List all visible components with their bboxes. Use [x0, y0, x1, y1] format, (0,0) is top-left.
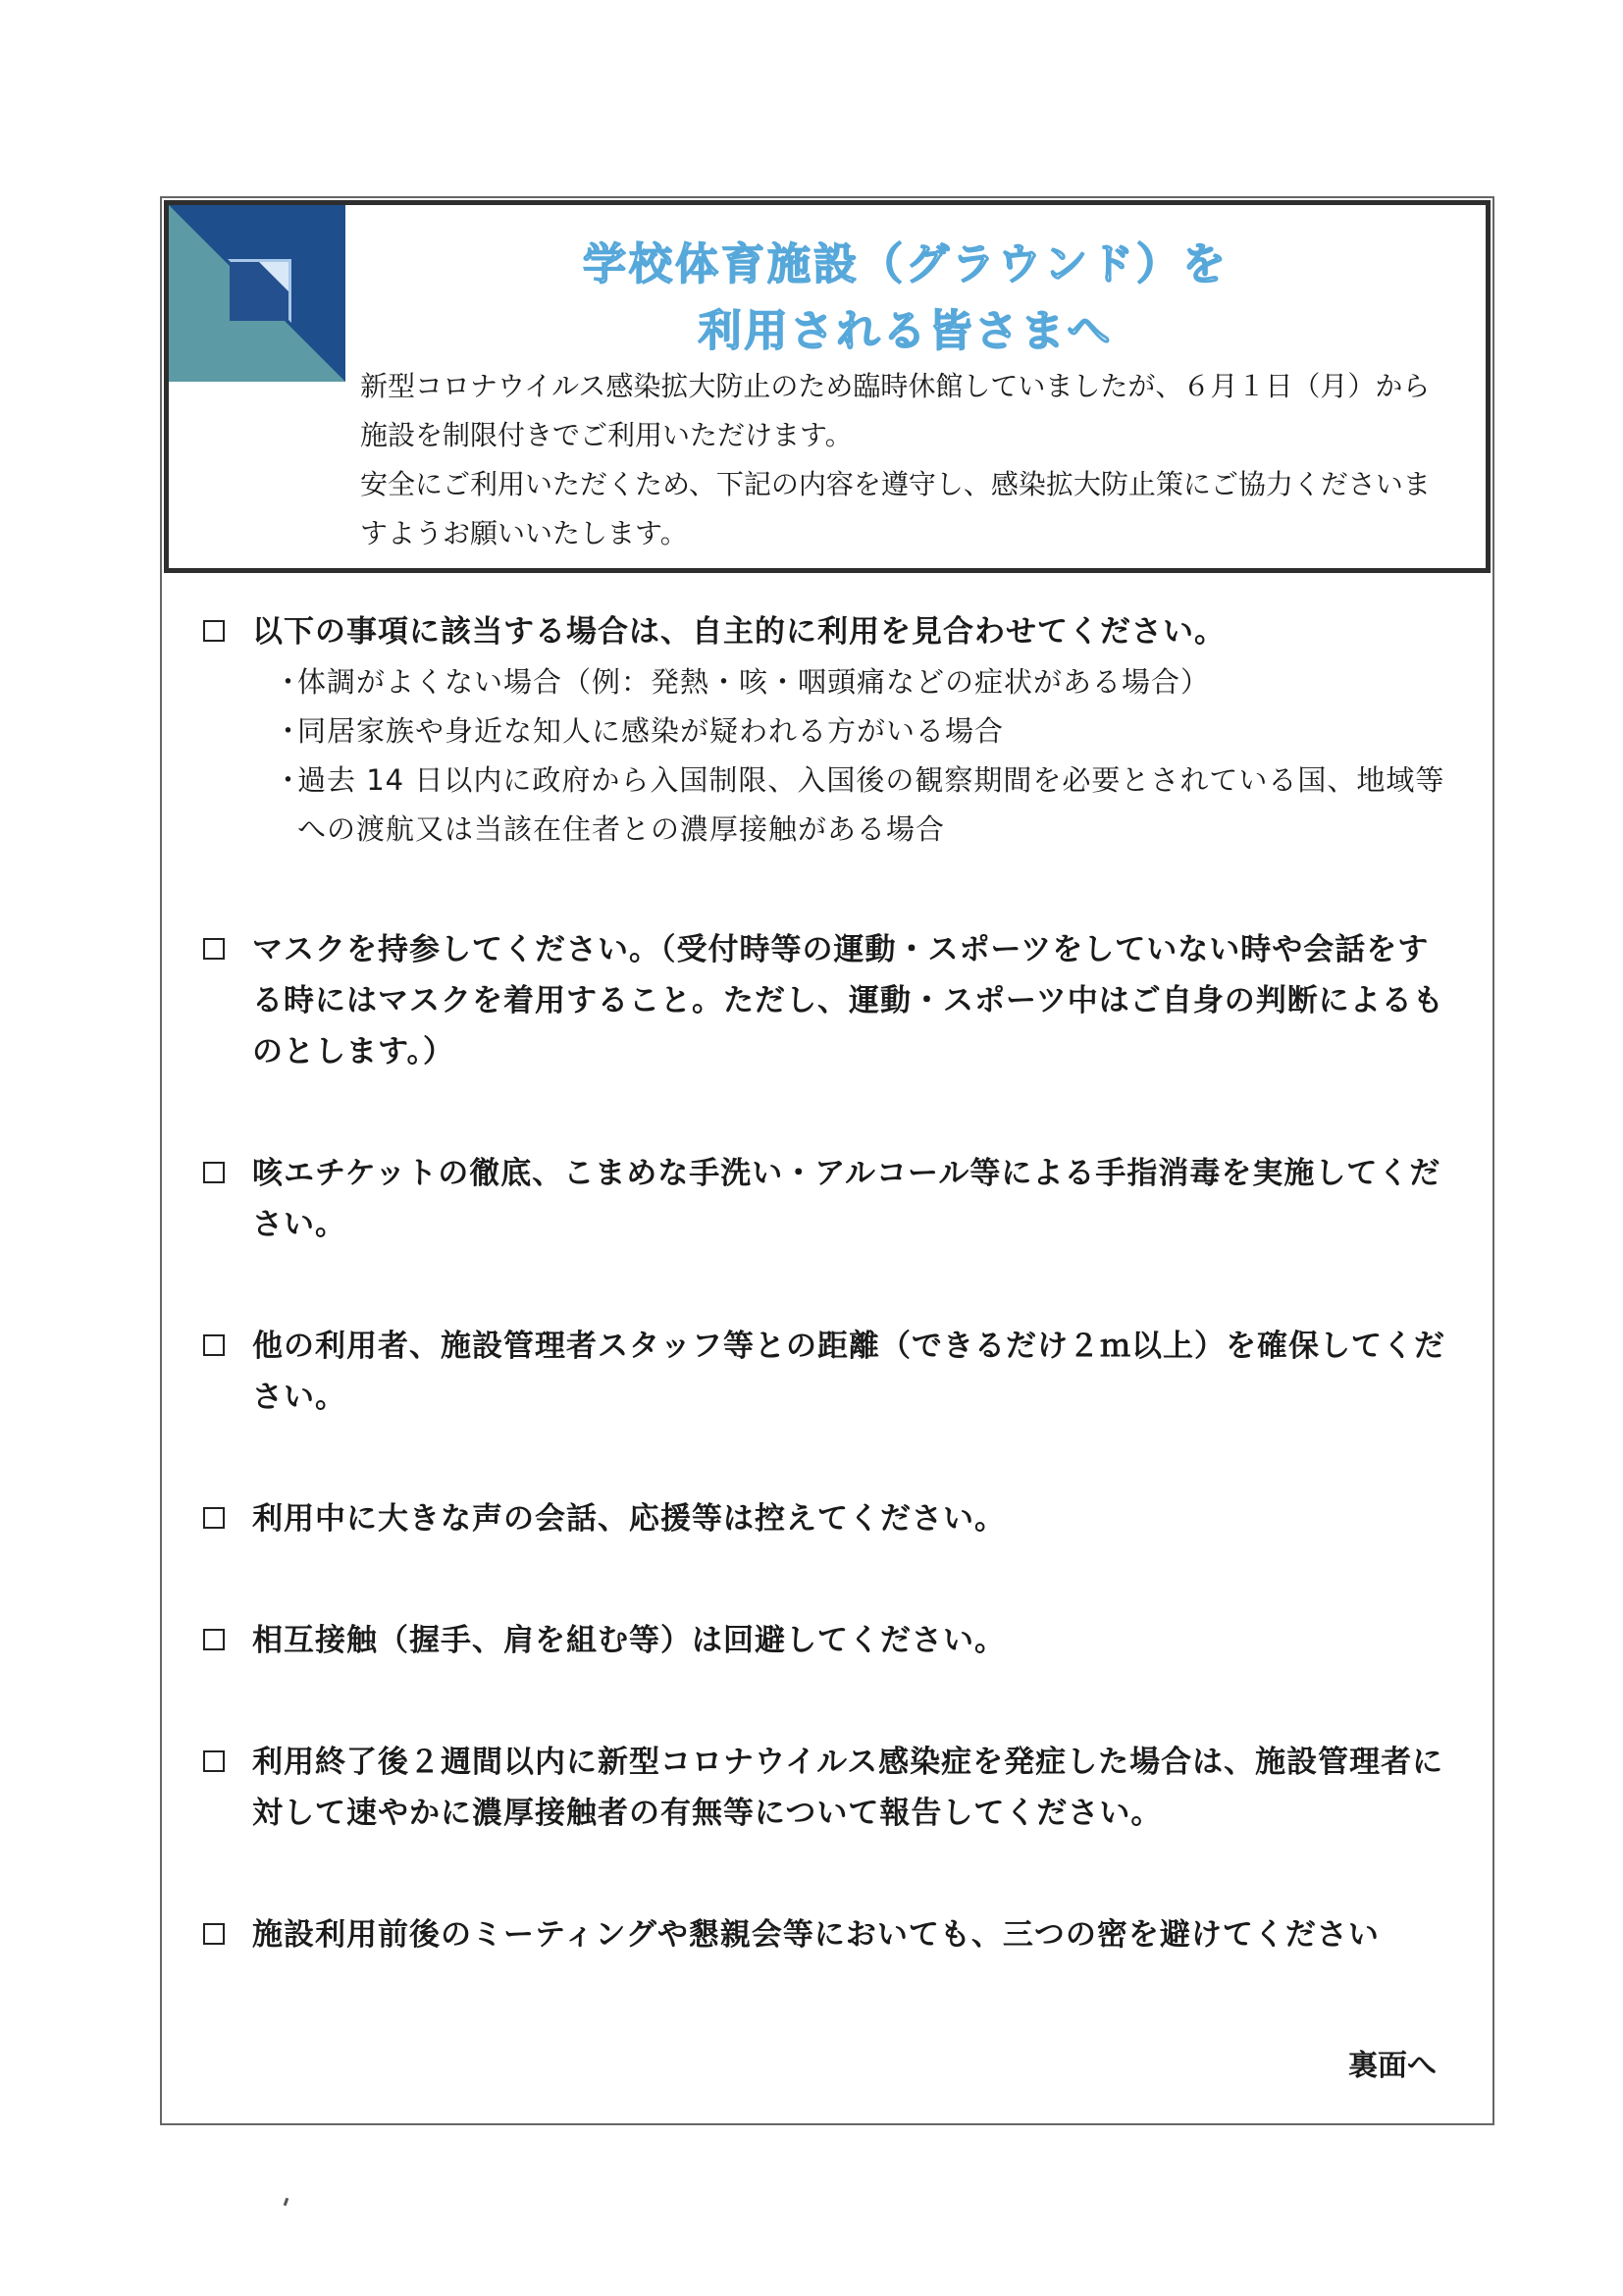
checklist-item-8 — [201, 1909, 1447, 1960]
checkbox-icon — [203, 938, 225, 960]
checkbox-icon — [203, 1334, 225, 1356]
checklist-item-text: マスクを持参してください。（受付時等の運動・スポーツをしていない時や会話をする時にはマスクを着用すること。ただし、運動・スポーツ中はご自身の判断によるものとします。） — [252, 932, 1444, 1070]
bullet-icon: ・ — [274, 665, 304, 699]
checkbox-icon — [203, 1750, 225, 1772]
checklist — [201, 606, 1447, 1960]
checklist-item-text: 他の利用者、施設管理者スタッフ等との距離（できるだけ２ｍ以上）を確保してください。 — [252, 1329, 1445, 1415]
checklist-item-text: 咳エチケットの徹底、こまめな手洗い・アルコール等による手指消毒を実施してください。 — [252, 1156, 1441, 1242]
checklist-item-text: 利用終了後２週間以内に新型コロナウイルス感染症を発症した場合は、施設管理者に対して速やかに濃厚接触者の有無等について報告してください。 — [252, 1745, 1444, 1831]
sub-item-text: 体調がよくない場合（例：発熱・咳・咽頭痛などの症状がある場合） — [297, 665, 1211, 699]
sub-item-3 — [274, 756, 1447, 854]
checklist-item-3 — [201, 1148, 1447, 1250]
sub-list — [252, 657, 1447, 854]
checklist-item-1 — [201, 606, 1447, 854]
checklist-item-text: 利用中に大きな声の会話、応援等は控えてください。 — [252, 1501, 1006, 1537]
sub-item-1 — [274, 657, 1447, 706]
sub-item-2 — [274, 706, 1447, 756]
header-box — [164, 200, 1491, 573]
sub-item-text: 同居家族や身近な知人に感染が疑われる方がいる場合 — [297, 714, 1005, 748]
page-title-line2: 利用される皆さまへ — [698, 306, 1114, 356]
checklist-item-6 — [201, 1615, 1447, 1666]
intro-paragraph-2: 安全にご利用いただくため、下記の内容を遵守し、感染拡大防止策にご協力くださいますようお願いいたします。 — [360, 468, 1431, 549]
bullet-icon: ・ — [274, 763, 304, 797]
page-title-line1: 学校体育施設（グラウンド）を — [583, 239, 1229, 289]
checklist-item-7 — [201, 1737, 1447, 1839]
bullet-icon: ・ — [274, 714, 304, 748]
checkbox-icon — [203, 1162, 225, 1183]
scan-mark — [284, 2198, 289, 2207]
checkbox-icon — [203, 620, 225, 642]
checklist-item-2 — [201, 924, 1447, 1077]
checklist-item-text: 以下の事項に該当する場合は、自主的に利用を見合わせてください。 — [252, 614, 1226, 650]
checkbox-icon — [203, 1629, 225, 1650]
logo-icon — [169, 205, 345, 382]
next-page-label: 裏面へ — [1348, 2049, 1437, 2083]
intro-text — [360, 362, 1450, 558]
intro-paragraph-1: 新型コロナウイルス感染拡大防止のため臨時休館していましたが、６月１日（月）から施設を制限付きでご利用いただけます。 — [360, 370, 1431, 451]
checklist-item-text: 相互接触（握手、肩を組む等）は回避してください。 — [252, 1623, 1006, 1658]
checklist-item-4 — [201, 1321, 1447, 1423]
sub-item-text: 過去 14 日以内に政府から入国制限、入国後の観察期間を必要とされている国、地域等への渡航又は当該在住者との濃厚接触がある場合 — [297, 763, 1445, 846]
checklist-item-text: 施設利用前後のミーティングや懇親会等においても、三つの密を避けてください — [252, 1917, 1380, 1953]
checklist-item-5 — [201, 1493, 1447, 1544]
checkbox-icon — [203, 1507, 225, 1529]
checkbox-icon — [203, 1923, 225, 1945]
